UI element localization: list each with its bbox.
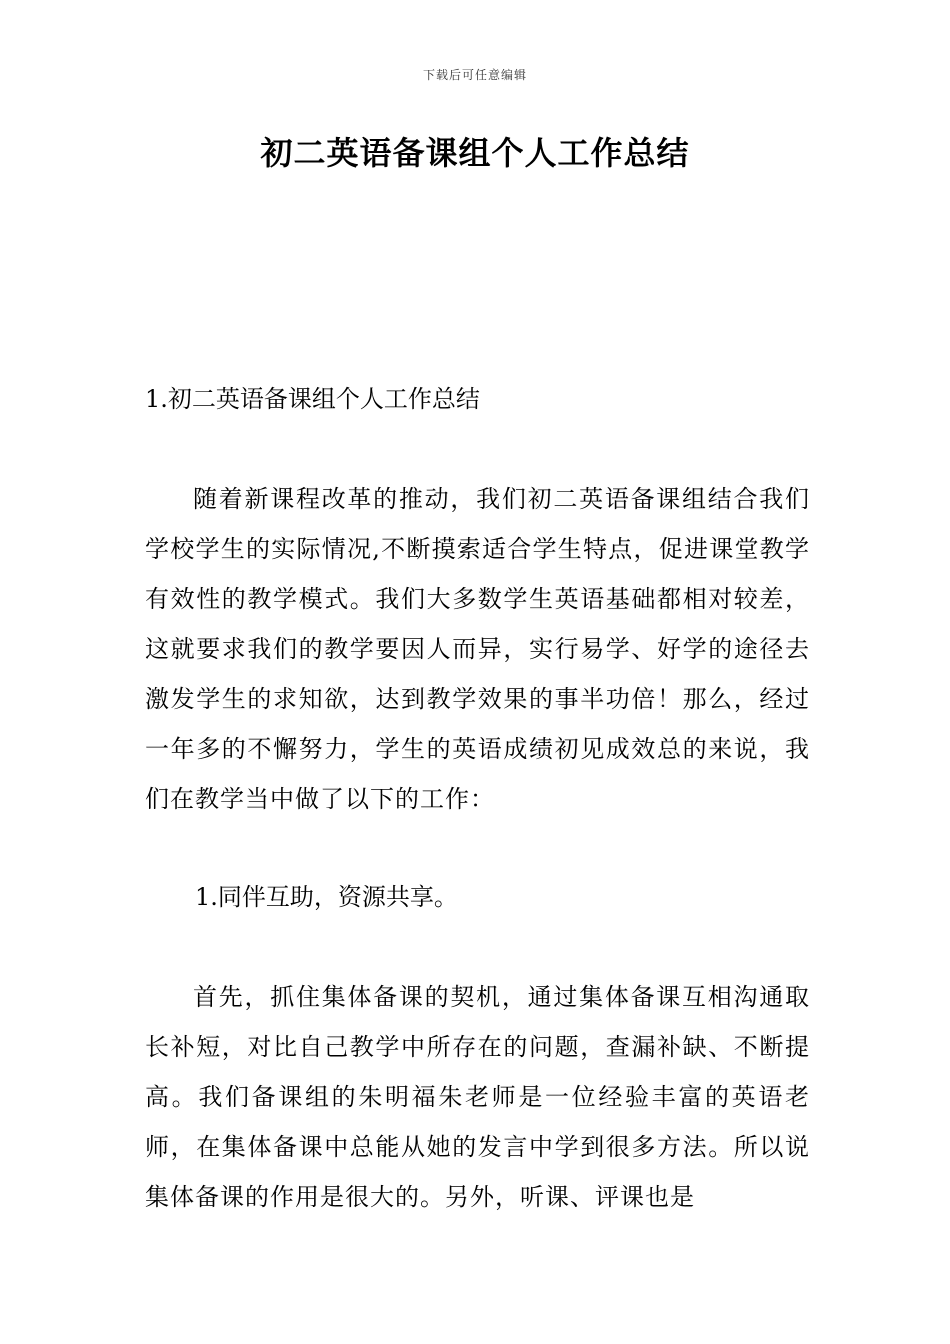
header-note: 下载后可任意编辑 xyxy=(422,68,527,82)
section-heading: 1.初二英语备课组个人工作总结 xyxy=(145,385,480,413)
document-title: 初二英语备课组个人工作总结 xyxy=(260,134,690,172)
body-paragraph-2: 首先，抓住集体备课的契机，通过集体备课互相沟通取长补短，对比自己教学中所存在的问题，查漏补缺、不断提高。我们备课组的朱明福朱老师是一位经验丰富的英语老师，在集体备课中总能从她的发言中学到很多方法。所以说集体备课的作用是很大的。另外，听课、评课也是 xyxy=(145,983,810,1211)
body-paragraph-1: 随着新课程改革的推动，我们初二英语备课组结合我们学校学生的实际情况,不断摸索适合学生特点，促进课堂教学有效性的教学模式。我们大多数学生英语基础都相对较差，这就要求我们的教学要因人而异，实行易学、好学的途径去激发学生的求知欲，达到教学效果的事半功倍！那么，经过一年多的不懈努力，学生的英语成绩初见成效总的来说，我们在教学当中做了以下的工作： xyxy=(145,485,810,813)
subheading-peer-support: 1.同伴互助，资源共享。 xyxy=(195,883,458,911)
